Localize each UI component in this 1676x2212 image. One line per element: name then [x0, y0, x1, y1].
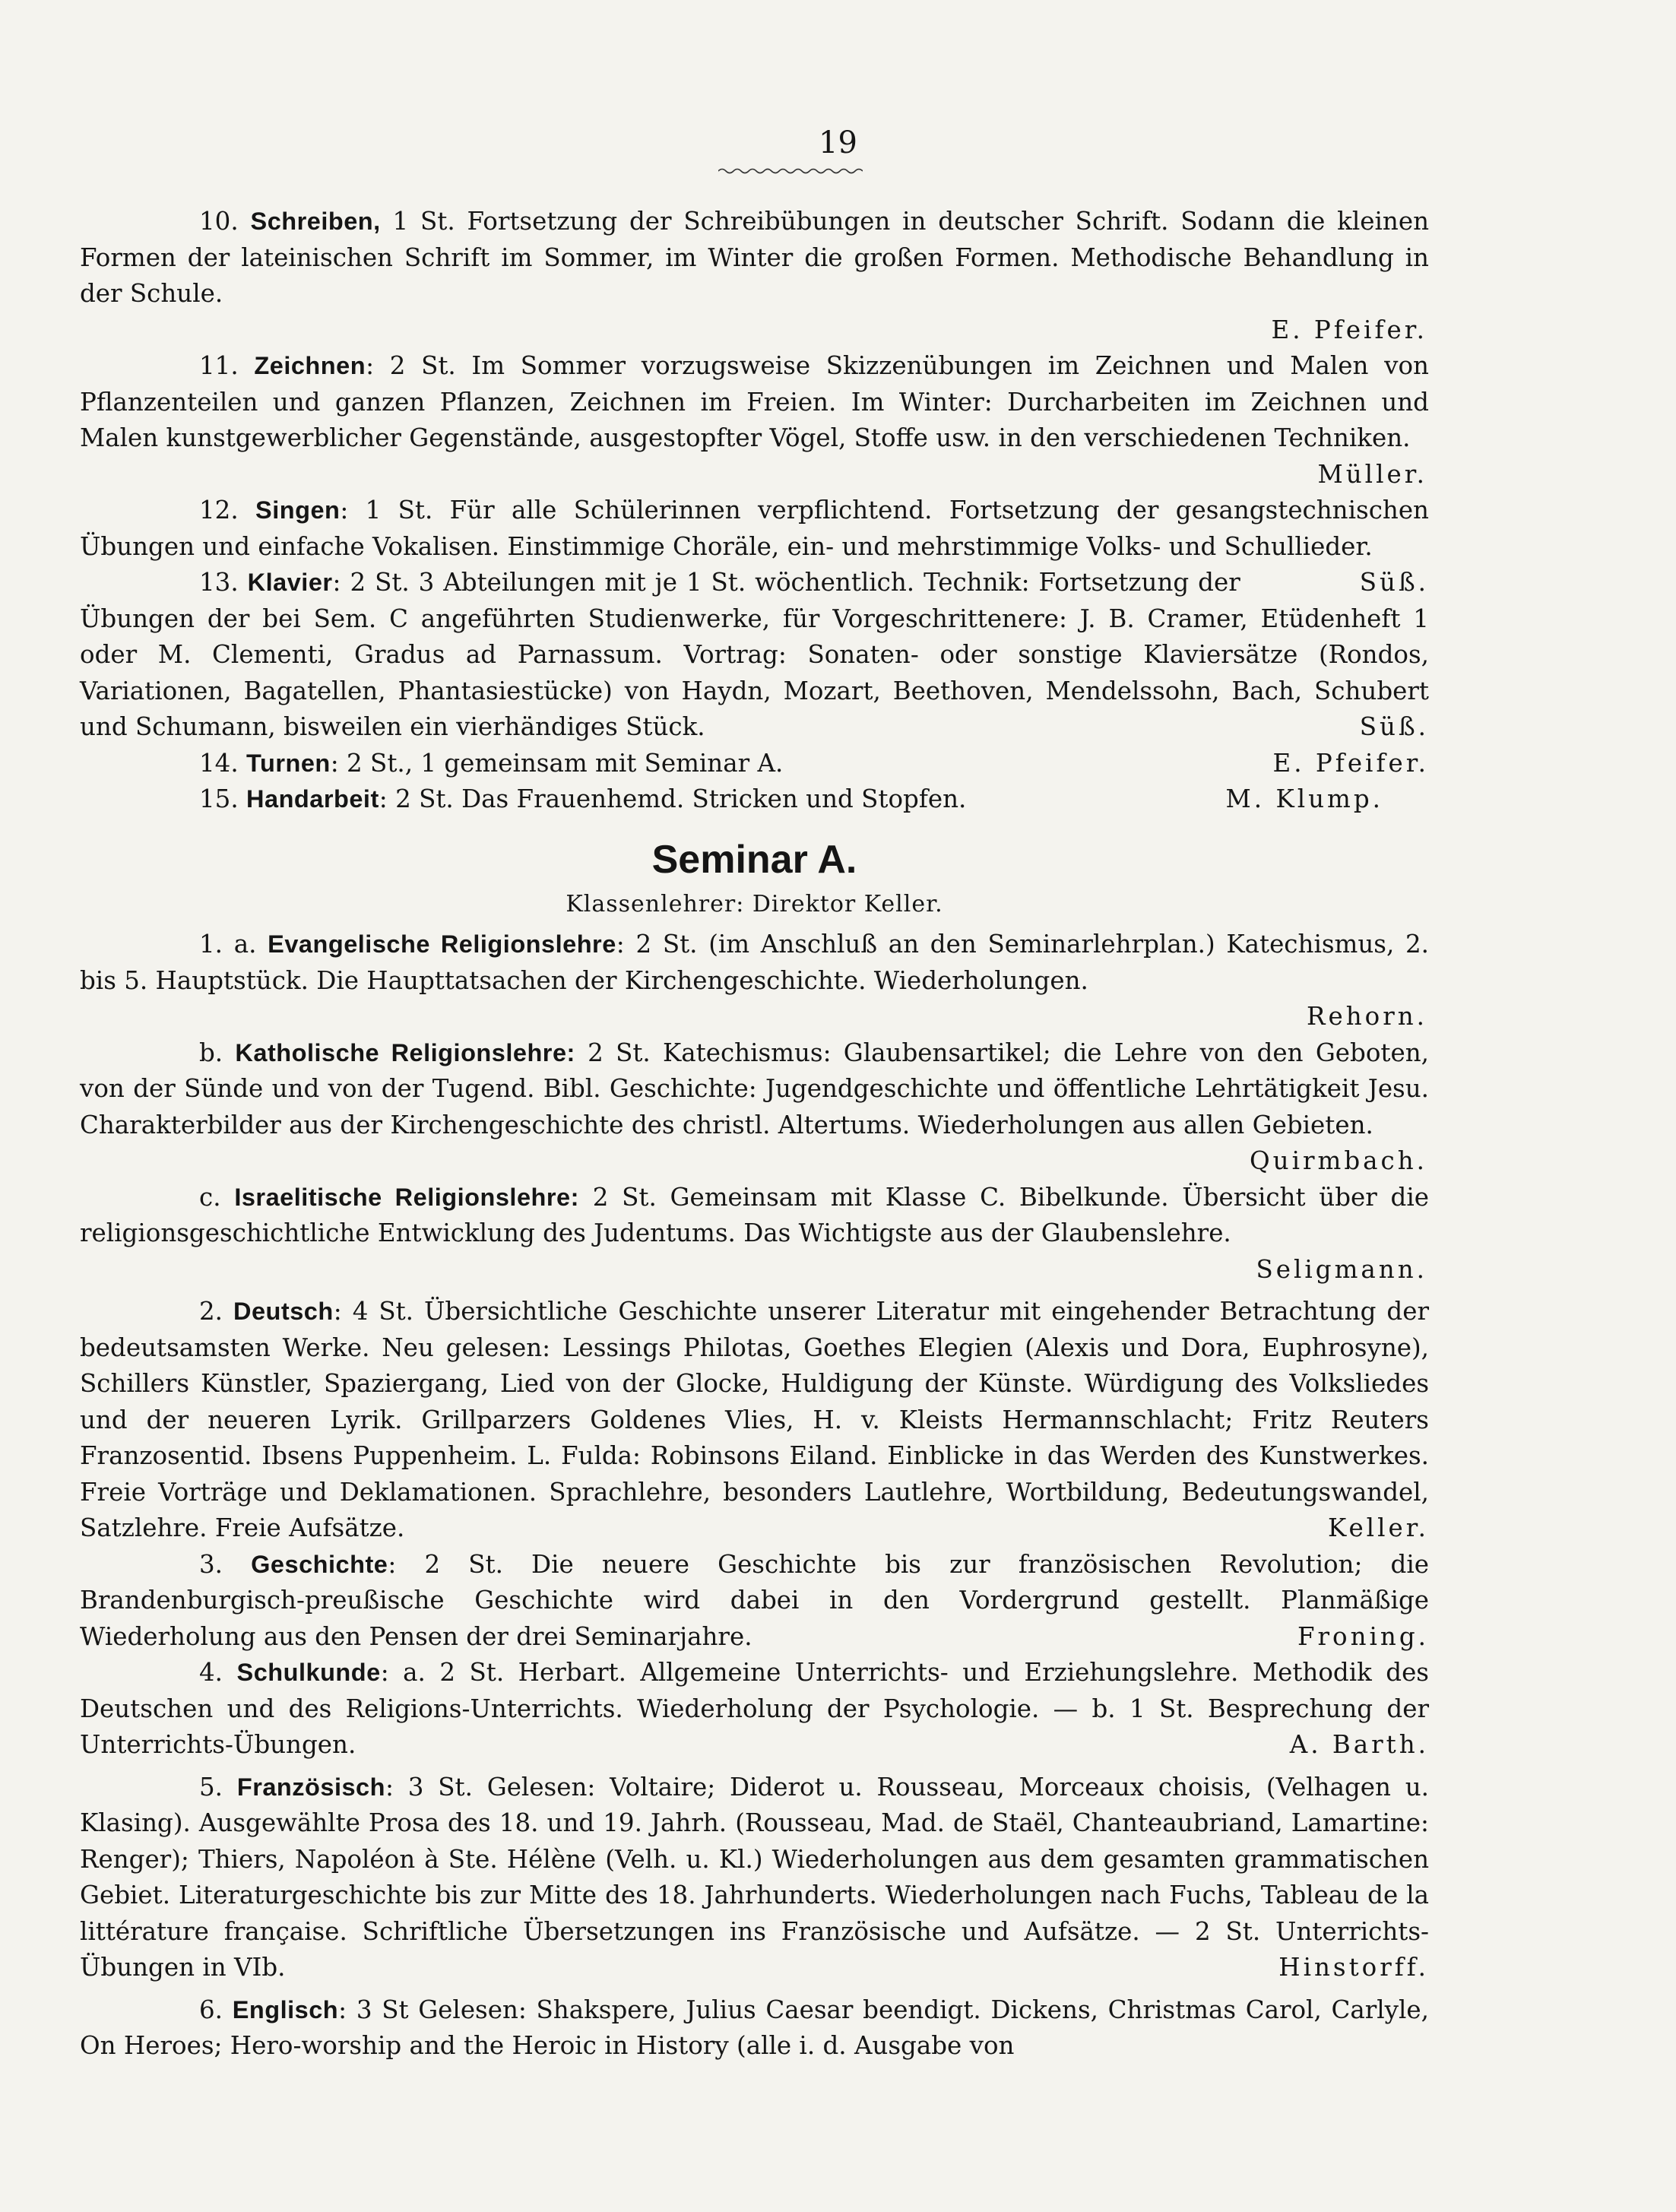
teacher-name: Quirmbach. [1250, 1146, 1427, 1175]
entry-evangelische-religion [80, 927, 1429, 1035]
entry-number: 11. [199, 351, 239, 380]
teacher-name: Rehorn. [1307, 1002, 1427, 1031]
entry-deutsch [80, 1294, 1429, 1547]
teacher-name: Seligmann. [1256, 1254, 1427, 1284]
entry-israelitische-religion [80, 1180, 1429, 1288]
page-number: 19 [819, 125, 857, 160]
entry-text: : 3 St. Gelesen: Voltaire; Diderot u. Rousseau, Morceaux choisis, (Velhagen u. Klasing). Ausgewählte Prosa des 18. und 19. Jahrh. (Rousseau, Mad. de Staël, Chanteaubriand, Lamartine: Renger); Thiers, Napoléon à Ste. Hélène (Velh. u. Kl.) Wiederholungen aus dem gesamten grammatischen Gebiet. Literaturgeschichte bis zur Mitte des 18. Jahrhunderts. Wiederholungen nach Fuchs, Tableau de la littérature française. Schriftliche Übersetzungen ins Französische und Aufsätze. — 2 St. Unterrichts-Übungen in VIb. [80, 1772, 1429, 1982]
subject-heading: Schreiben, [250, 208, 381, 235]
subject-heading: Schulkunde [236, 1659, 381, 1686]
entry-sub-label: b. [199, 1038, 223, 1067]
subject-heading: Französisch [236, 1773, 385, 1801]
entry-text: : 2 St. Das Frauenhemd. Stricken und Stopfen. [379, 784, 967, 813]
teacher-name: Süß. [1359, 568, 1429, 597]
entry-zeichnen [80, 348, 1429, 493]
entry-geschichte [80, 1547, 1429, 1656]
entry-number: 3. [199, 1549, 223, 1579]
entry-katholische-religion [80, 1035, 1429, 1180]
entry-text: 1 St. Fortsetzung der Schreibübungen in deutscher Schrift. Sodann die kleinen Formen der lateinischen Schrift im Sommer, im Winter die großen Formen. Methodische Behandlung in der Schule. [80, 207, 1429, 308]
subject-heading: Englisch [232, 1995, 339, 2023]
entry-text: 2 St. Gemeinsam mit Klasse C. Bibelkunde. Übersicht über die religionsgeschichtliche Entwicklung des Judentums. Das Wichtigste aus der Glaubenslehre. [80, 1182, 1429, 1247]
entry-text: : a. 2 St. Herbart. Allgemeine Unterrichts- und Erziehungslehre. Methodik des Deutschen und des Religions-Unterrichts. Wiederholung der Psychologie. — b. 1 St. Besprechung der Unterrichts-Übungen. [80, 1658, 1429, 1759]
entry-number: 2. [199, 1297, 223, 1326]
entry-number: 15. [199, 784, 239, 813]
entry-text: : 2 St. 3 Abteilungen mit je 1 St. wöchentlich. Technik: Fortsetzung der Übungen der bei Sem. C angeführten Studienwerke, für Vorgeschrittenere: J. B. Cramer, Etüdenheft 1 oder M. Clementi, Gradus ad Parnassum. Vortrag: Sonaten- oder sonstige Klaviersätze (Rondos, Variationen, Bagatellen, Phantasiestücke) von Haydn, Mozart, Beethoven, Mendelssohn, Bach, Schubert und Schumann, bisweilen ein vierhändiges Stück. [80, 568, 1429, 741]
entry-text: : 1 St. Für alle Schülerinnen verpflichtend. Fortsetzung der gesangstechnischen Übungen und einfache Vokalisen. Einstimmige Choräle, ein- und mehrstimmige Volks- und Schullieder. [80, 496, 1429, 561]
teacher-name: Keller. [1328, 1513, 1429, 1542]
subject-heading: Katholische Religionslehre: [235, 1038, 575, 1066]
teacher-name: Müller. [1317, 459, 1427, 489]
subject-heading: Handarbeit [246, 785, 379, 813]
entry-number: 6. [199, 1995, 223, 2024]
entry-sub-label: c. [199, 1182, 221, 1212]
teacher-name: E. Pfeifer. [1271, 315, 1427, 344]
entry-schreiben [80, 204, 1429, 348]
class-teacher-line: Klassenlehrer: Direktor Keller. [566, 890, 943, 917]
document-body [80, 204, 1429, 2065]
entry-sub-label: a. [233, 930, 257, 959]
subject-heading: Geschichte [251, 1550, 388, 1578]
entry-text: : 3 St Gelesen: Shakspere, Julius Caesar beendigt. Dickens, Christmas Carol, Carlyle, On Heroes; Hero-worship and the Heroic in History (alle i. d. Ausgabe von [80, 1995, 1429, 2060]
entry-number: 5. [199, 1772, 223, 1802]
subject-heading: Klavier [247, 569, 333, 596]
entry-franzoesisch [80, 1770, 1429, 1986]
entry-number: 10. [199, 207, 239, 236]
teacher-name: M. Klump. [1225, 784, 1383, 813]
entry-text: 2 St. Katechismus: Glaubensartikel; die Lehre von den Geboten, von der Sünde und von der Tugend. Bibl. Geschichte: Jugendgeschichte und öffentliche Lehrtätigkeit Jesu. Charakterbilder aus der Kirchengeschichte des christl. Altertums. Wiederholungen aus allen Gebieten. [80, 1038, 1429, 1139]
entry-englisch [80, 1992, 1429, 2065]
entry-text: : 4 St. Übersichtliche Geschichte unserer Literatur mit eingehender Betrachtung der bedeutsamsten Werke. Neu gelesen: Lessings Philotas, Goethes Elegien (Alexis und Dora, Euphrosyne), Schillers Künstler, Spaziergang, Lied von der Glocke, Huldigung der Künste. Würdigung des Volksliedes und der neueren Lyrik. Grillparzers Goldenes Vlies, H. v. Kleists Hermannschlacht; Fritz Reuters Franzosentid. Ibsens Puppenheim. L. Fulda: Robinsons Eiland. Einblicke in das Werden des Kunstwerkes. Freie Vorträge und Deklamationen. Sprachlehre, besonders Lautlehre, Wortbildung, Bedeutungswandel, Satzlehre. Freie Aufsätze. [80, 1297, 1429, 1542]
subject-heading: Israelitische Religionslehre: [234, 1183, 579, 1211]
subject-heading: Singen [255, 496, 341, 524]
subject-heading: Deutsch [233, 1298, 334, 1325]
entry-number: 12. [199, 496, 239, 524]
entry-klavier [80, 565, 1429, 746]
entry-text: : 2 St. Die neuere Geschichte bis zur französischen Revolution; die Brandenburgisch-preußische Geschichte wird dabei in den Vordergrund gestellt. Planmäßige Wiederholung aus den Pensen der drei Seminarjahre. [80, 1549, 1429, 1651]
subject-heading: Turnen [246, 749, 331, 777]
subject-heading: Zeichnen [254, 352, 366, 379]
entry-schulkunde [80, 1655, 1429, 1764]
entry-handarbeit [80, 781, 1429, 818]
entry-text: : 2 St. Im Sommer vorzugsweise Skizzenübungen im Zeichnen und Malen von Pflanzenteilen und ganzen Pflanzen, Zeichnen im Freien. Im Winter: Durcharbeiten im Zeichnen und Malen kunstgewerblicher Gegenstände, ausgestopfter Vögel, Stoffe usw. in den verschiedenen Techniken. [80, 351, 1429, 452]
teacher-name: Hinstorff. [1278, 1953, 1429, 1982]
entry-number: 14. [199, 748, 239, 778]
teacher-name: E. Pfeifer. [1272, 748, 1429, 778]
section-title: Seminar A. [651, 837, 857, 882]
subject-heading: Evangelische Religionslehre [268, 930, 616, 958]
ornament-line [718, 166, 863, 176]
teacher-name: A. Barth. [1289, 1730, 1429, 1759]
teacher-name: Süß. [1359, 712, 1429, 741]
entry-text: : 2 St., 1 gemeinsam mit Seminar A. [330, 748, 784, 778]
entry-number: 4. [199, 1658, 223, 1687]
entry-number: 1. [199, 930, 223, 959]
entry-turnen [80, 746, 1429, 782]
entry-number: 13. [199, 568, 239, 597]
teacher-name: Froning. [1297, 1621, 1429, 1651]
entry-text: : 2 St. (im Anschluß an den Seminarlehrplan.) Katechismus, 2. bis 5. Hauptstück. Die Haupttatsachen der Kirchengeschichte. Wiederholungen. [80, 930, 1429, 995]
